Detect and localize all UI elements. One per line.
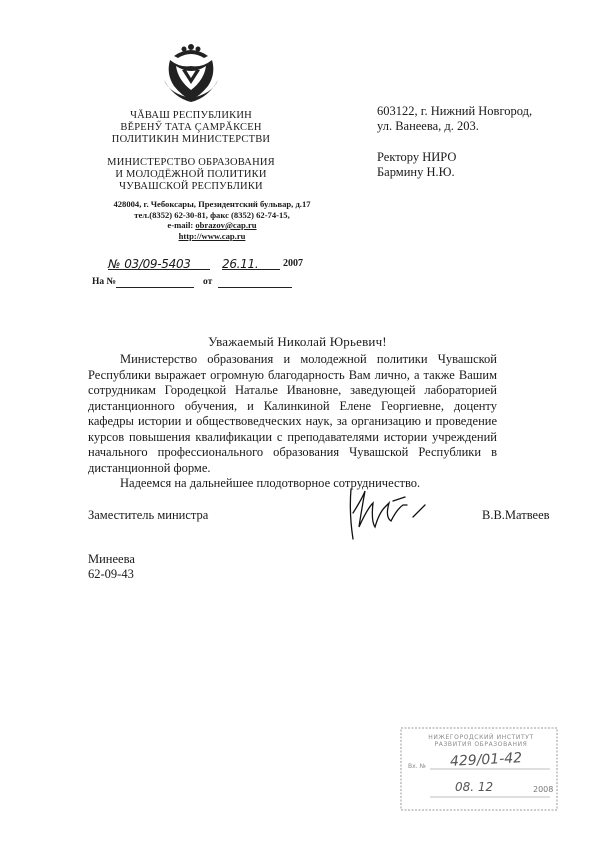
stamp-number: 429/01-42	[449, 750, 523, 770]
org-contacts	[84, 199, 340, 241]
org-chuvash-line-3: ПОЛИТИКИН МИНИСТЕРСТВИ	[111, 134, 271, 145]
signature-title: Заместитель министра	[88, 508, 209, 522]
executor-info	[88, 552, 135, 582]
org-phone: тел.(8352) 62-30-81, факс (8352) 62-74-15,	[134, 209, 290, 220]
executor-name: Минеева	[88, 552, 135, 566]
org-russian-line-3: ЧУВАШСКОЙ РЕСПУБЛИКИ	[119, 181, 263, 192]
registration-no-label: №	[108, 257, 121, 271]
registration-date: 26.11.	[222, 257, 259, 271]
reference-date-line	[218, 287, 292, 288]
stamp-date: 08. 12	[455, 780, 494, 794]
org-chuvash-line-2: ВĔРЕНӲ ТАТА ÇАМРĂКСЕН	[120, 122, 262, 133]
org-russian-line-2: И МОЛОДЁЖНОЙ ПОЛИТИКИ	[115, 169, 267, 180]
recipient-address-line-1: 603122, г. Нижний Новгород,	[377, 104, 533, 118]
org-chuvash-line-1: ЧĂВАШ РЕСПУБЛИКИН	[130, 110, 252, 121]
letter-paragraph-1: Министерство образования и молодежной политики Чувашской Республики выражает огромную благодарность Вам лично, а также Вашим сотрудникам Городецкой Наталье Ивановне, заведующей лабораторией дистанционного обучения, и Калинкиной Елене Георгиевне, доценту кафедры истории и обществоведческих наук, за организацию и проведение курсов повышения квалификации с преподавателями истории учреждений начального профессионального образования Чувашской Республики в дистанционной форме.	[88, 352, 497, 475]
letter-body	[88, 352, 497, 492]
handwritten-signature	[345, 483, 435, 545]
reference-number-line	[116, 287, 194, 288]
recipient-address-line-2: ул. Ванеева, д. 203.	[377, 119, 479, 133]
registration-number-field	[108, 255, 210, 270]
letter-greeting: Уважаемый Николай Юрьевич!	[208, 334, 387, 349]
reference-label: На №	[92, 277, 117, 287]
org-name-russian	[96, 157, 286, 193]
org-address: 428004, г. Чебоксары, Президентский бульвар, д.17	[113, 199, 311, 209]
org-russian-line-1: МИНИСТЕРСТВО ОБРАЗОВАНИЯ	[107, 157, 275, 168]
signatory-name: В.В.Матвеев	[482, 508, 550, 522]
registration-year: 2007	[283, 258, 303, 269]
email-link[interactable]: obrazov@cap.ru	[195, 220, 257, 230]
email-label: e-mail:	[167, 220, 196, 230]
recipient-name-line-1: Ректору НИРО	[377, 150, 457, 164]
recipient-address	[377, 104, 532, 134]
stamp-org-line-1: НИЖЕГОРОДСКИЙ ИНСТИТУТ	[428, 734, 534, 741]
coat-of-arms-icon	[160, 40, 222, 104]
letter-paragraph-2: Надеемся на дальнейшее плодотворное сотрудничество.	[120, 476, 421, 490]
stamp-org-line-2: РАЗВИТИЯ ОБРАЗОВАНИЯ	[434, 741, 528, 748]
executor-phone: 62-09-43	[88, 567, 134, 581]
stamp-year: 2008	[533, 785, 554, 794]
recipient-name	[377, 150, 456, 180]
org-name-chuvash	[96, 110, 286, 146]
registration-date-field	[222, 255, 280, 270]
stamp-vh-label: Вх. №	[408, 763, 426, 770]
reference-ot-label: от	[203, 277, 213, 287]
org-website[interactable]: http://www.cap.ru	[178, 230, 246, 241]
recipient-name-line-2: Бармину Н.Ю.	[377, 165, 455, 179]
org-email-line	[84, 220, 340, 231]
registration-number: 03/09-5403	[124, 257, 191, 271]
stamp-org	[412, 734, 550, 748]
